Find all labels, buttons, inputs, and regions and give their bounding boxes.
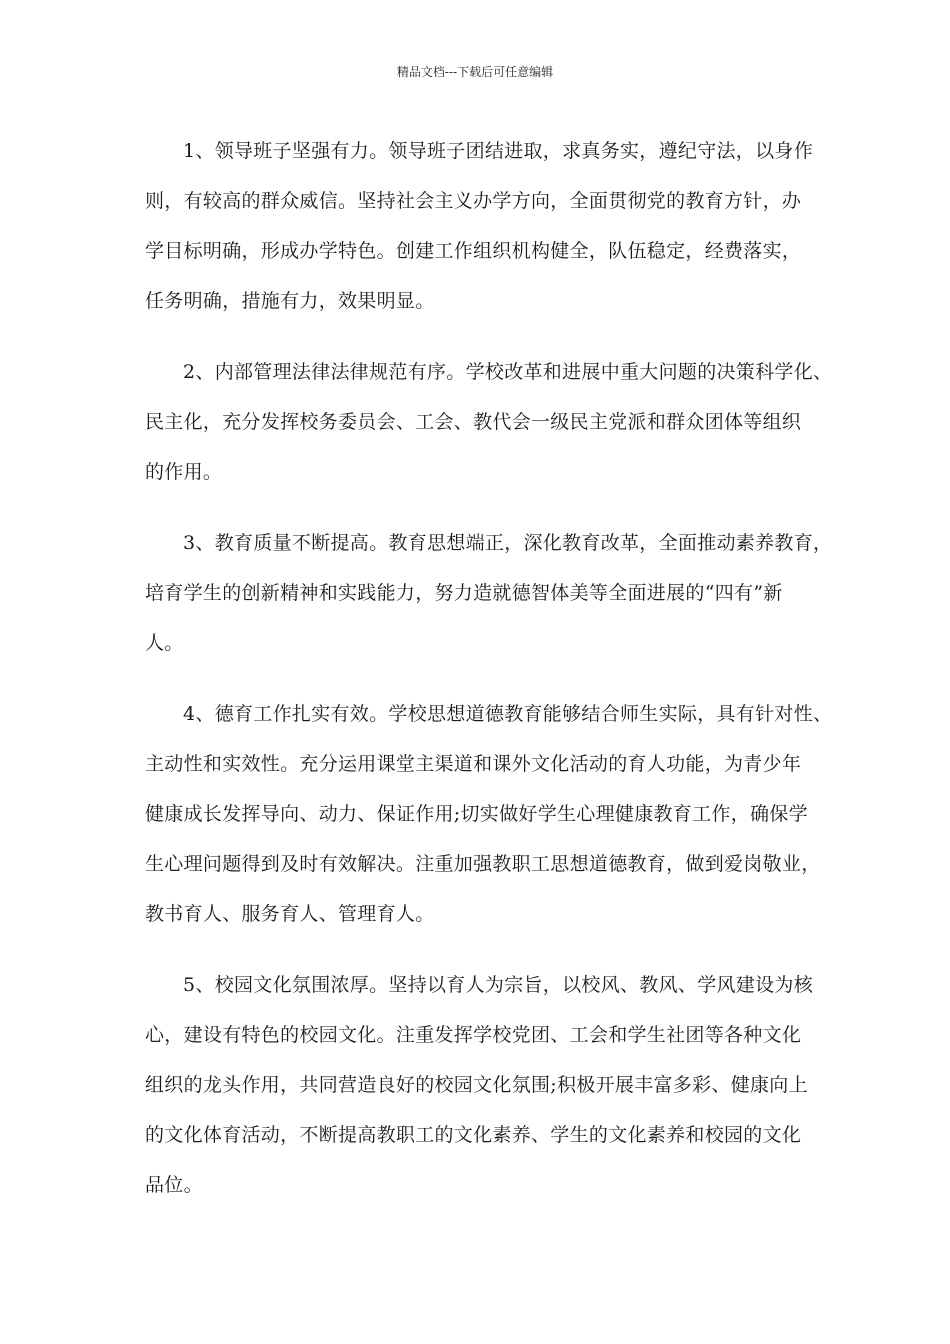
document-body xyxy=(145,126,833,1231)
paragraph-line: 的文化体育活动，不断提高教职工的文化素养、学生的文化素养和校园的文化 xyxy=(145,1124,802,1146)
paragraph-line: 健康成长发挥导向、动力、保证作用;切实做好学生心理健康教育工作，确保学 xyxy=(145,803,808,825)
paragraph-line: 教书育人、服务育人、管理育人。 xyxy=(145,903,435,925)
paragraph-2 xyxy=(145,347,833,497)
paragraph-line: 2、内部管理法律法律规范有序。学校改革和进展中重大问题的决策科学化、 xyxy=(183,361,833,383)
paragraph-line: 1、领导班子坚强有力。领导班子团结进取，求真务实，遵纪守法，以身作 xyxy=(183,140,813,162)
document-header: 精品文档---下载后可任意编辑 xyxy=(396,65,554,79)
paragraph-line: 生心理问题得到及时有效解决。注重加强教职工思想道德教育，做到爱岗敬业， xyxy=(145,853,821,875)
paragraph-line: 4、德育工作扎实有效。学校思想道德教育能够结合师生实际，具有针对性、 xyxy=(183,703,833,725)
paragraph-line: 任务明确，措施有力，效果明显。 xyxy=(145,290,435,312)
paragraph-3 xyxy=(145,518,833,668)
paragraph-line: 学目标明确，形成办学特色。创建工作组织机构健全，队伍稳定，经费落实， xyxy=(145,240,802,262)
paragraph-line: 主动性和实效性。充分运用课堂主渠道和课外文化活动的育人功能，为青少年 xyxy=(145,753,802,775)
paragraph-line: 3、教育质量不断提高。教育思想端正，深化教育改革，全面推动素养教育， xyxy=(183,532,833,554)
paragraph-line: 民主化，充分发挥校务委员会、工会、教代会一级民主党派和群众团体等组织 xyxy=(145,411,802,433)
paragraph-line: 组织的龙头作用，共同营造良好的校园文化氛围;积极开展丰富多彩、健康向上 xyxy=(145,1074,808,1096)
paragraph-4 xyxy=(145,689,833,939)
paragraph-line: 品位。 xyxy=(145,1174,203,1196)
paragraph-5 xyxy=(145,960,817,1210)
paragraph-line: 则，有较高的群众威信。坚持社会主义办学方向，全面贯彻党的教育方针，办 xyxy=(145,190,802,212)
paragraph-1 xyxy=(145,126,817,326)
paragraph-line: 培育学生的创新精神和实践能力，努力造就德智体美等全面进展的“四有”新 xyxy=(145,582,783,604)
paragraph-line: 人。 xyxy=(145,632,184,654)
paragraph-line: 心，建设有特色的校园文化。注重发挥学校党团、工会和学生社团等各种文化 xyxy=(145,1024,802,1046)
paragraph-line: 5、校园文化氛围浓厚。坚持以育人为宗旨，以校风、教风、学风建设为核 xyxy=(183,974,813,996)
paragraph-line: 的作用。 xyxy=(145,461,223,483)
